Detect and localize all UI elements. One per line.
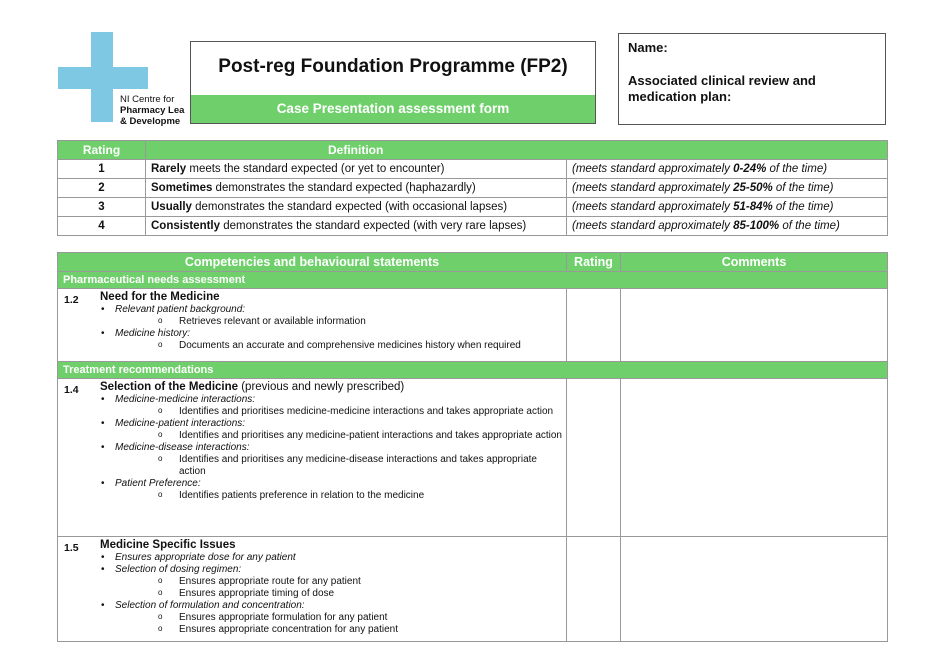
competency-sub-bullet: o Retrieves relevant or available information [100, 316, 566, 328]
competency-bullet: • Ensures appropriate dose for any patient [100, 552, 566, 564]
competencies-table [57, 252, 888, 642]
rating-input-cell[interactable] [567, 379, 621, 537]
comments-column-header: Comments [621, 253, 888, 272]
competency-code: 1.2 [64, 294, 79, 306]
rating-definition [146, 160, 567, 179]
competency-body [100, 537, 566, 636]
rating-row [58, 179, 888, 198]
section-row [58, 272, 888, 289]
form-subtitle: Case Presentation assessment form [191, 95, 595, 123]
competency-bullet: • Relevant patient background: [100, 304, 566, 316]
frequency-value: 51-84% [733, 201, 773, 213]
rating-keyword: Consistently [151, 220, 221, 232]
rating-scale-table [57, 140, 888, 236]
name-label: Name: [628, 40, 668, 55]
rating-frequency [567, 217, 888, 236]
competency-title: Need for the Medicine [100, 291, 220, 303]
rating-definition [146, 217, 567, 236]
competency-sub-bullet: o Ensures appropriate route for any patient [100, 576, 566, 588]
rating-header: Rating [58, 141, 146, 160]
rating-column-header: Rating [567, 253, 621, 272]
rating-number: 1 [58, 160, 146, 179]
rating-frequency [567, 198, 888, 217]
rating-description: demonstrates the standard expected (with very rare lapses) [220, 220, 527, 232]
name-box[interactable] [618, 33, 886, 125]
competency-heading [100, 380, 566, 394]
competency-sub-bullet: o Identifies patients preference in relation to the medicine [100, 490, 566, 502]
competency-heading [100, 538, 566, 552]
rating-row [58, 160, 888, 179]
rating-description: demonstrates the standard expected (with occasional lapses) [191, 201, 508, 213]
frequency-value: 25-50% [733, 182, 773, 194]
frequency-prefix: (meets standard approximately [572, 220, 734, 232]
rating-number: 3 [58, 198, 146, 217]
competency-code: 1.5 [64, 542, 79, 554]
competency-sub-bullet: o Ensures appropriate formulation for any patient [100, 612, 566, 624]
competency-heading [100, 290, 566, 304]
frequency-value: 0-24% [733, 163, 767, 175]
competency-sub-bullet: o Identifies and prioritises any medicine-patient interactions and takes appropriate action [100, 430, 566, 442]
competency-body [100, 289, 566, 352]
comments-input-cell[interactable] [621, 289, 888, 362]
competency-title: Selection of the Medicine [100, 381, 239, 393]
logo-line-3: & Developme [120, 116, 181, 127]
clinical-review-label: Associated clinical review and medication plan: [628, 73, 816, 104]
title-box [190, 41, 596, 124]
frequency-prefix: (meets standard approximately [572, 182, 734, 194]
rating-row [58, 217, 888, 236]
rating-keyword: Usually [151, 201, 192, 213]
frequency-prefix: (meets standard approximately [572, 201, 734, 213]
rating-description: demonstrates the standard expected (haphazardly) [212, 182, 476, 194]
logo-text [118, 94, 192, 127]
competency-bullet: • Selection of formulation and concentration: [100, 600, 566, 612]
competency-bullet: • Medicine-disease interactions: [100, 442, 566, 454]
competency-sub-bullet: o Identifies and prioritises medicine-medicine interactions and takes appropriate action [100, 406, 566, 418]
competency-row [58, 289, 888, 362]
competency-code: 1.4 [64, 384, 79, 396]
competency-bullet: • Medicine history: [100, 328, 566, 340]
rating-keyword: Rarely [151, 163, 187, 175]
competency-bullet: • Medicine-patient interactions: [100, 418, 566, 430]
comments-input-cell[interactable] [621, 537, 888, 642]
competency-title: Medicine Specific Issues [100, 539, 236, 551]
competency-bullet: • Medicine-medicine interactions: [100, 394, 566, 406]
rating-frequency [567, 160, 888, 179]
comments-input-cell[interactable] [621, 379, 888, 537]
definition-header: Definition [146, 141, 888, 160]
rating-number: 4 [58, 217, 146, 236]
section-row [58, 362, 888, 379]
frequency-suffix: of the time) [772, 182, 834, 194]
logo-cross-vertical [91, 32, 113, 122]
frequency-prefix: (meets standard approximately [572, 163, 734, 175]
competency-sub-bullet: o Ensures appropriate concentration for any patient [100, 624, 566, 636]
competency-note: (previous and newly prescribed) [238, 381, 405, 393]
competency-cell [58, 289, 567, 362]
rating-input-cell[interactable] [567, 289, 621, 362]
logo [58, 32, 186, 128]
competency-bullet: • Patient Preference: [100, 478, 566, 490]
competency-sub-bullet: o Identifies and prioritises any medicine-disease interactions and takes appropriate action [100, 454, 566, 478]
rating-definition [146, 179, 567, 198]
rating-row [58, 198, 888, 217]
frequency-suffix: of the time) [772, 201, 834, 213]
rating-input-cell[interactable] [567, 537, 621, 642]
rating-description: meets the standard expected (or yet to encounter) [186, 163, 445, 175]
competency-row [58, 537, 888, 642]
logo-line-2: Pharmacy Lea [120, 105, 185, 116]
competency-cell [58, 537, 567, 642]
section-title: Pharmaceutical needs assessment [58, 272, 888, 289]
competency-row [58, 379, 888, 537]
rating-number: 2 [58, 179, 146, 198]
competency-sub-bullet: o Documents an accurate and comprehensive medicines history when required [100, 340, 566, 352]
competency-bullet: • Selection of dosing regimen: [100, 564, 566, 576]
rating-frequency [567, 179, 888, 198]
frequency-suffix: of the time) [766, 163, 828, 175]
frequency-value: 85-100% [733, 220, 780, 232]
form-title: Post-reg Foundation Programme (FP2) [218, 56, 568, 77]
competencies-header: Competencies and behavioural statements [58, 253, 567, 272]
competency-sub-bullet: o Ensures appropriate timing of dose [100, 588, 566, 600]
rating-definition [146, 198, 567, 217]
competency-cell [58, 379, 567, 537]
logo-line-1: NI Centre for [120, 94, 175, 105]
competency-body [100, 379, 566, 502]
section-title: Treatment recommendations [58, 362, 888, 379]
frequency-suffix: of the time) [779, 220, 840, 232]
rating-keyword: Sometimes [151, 182, 213, 194]
